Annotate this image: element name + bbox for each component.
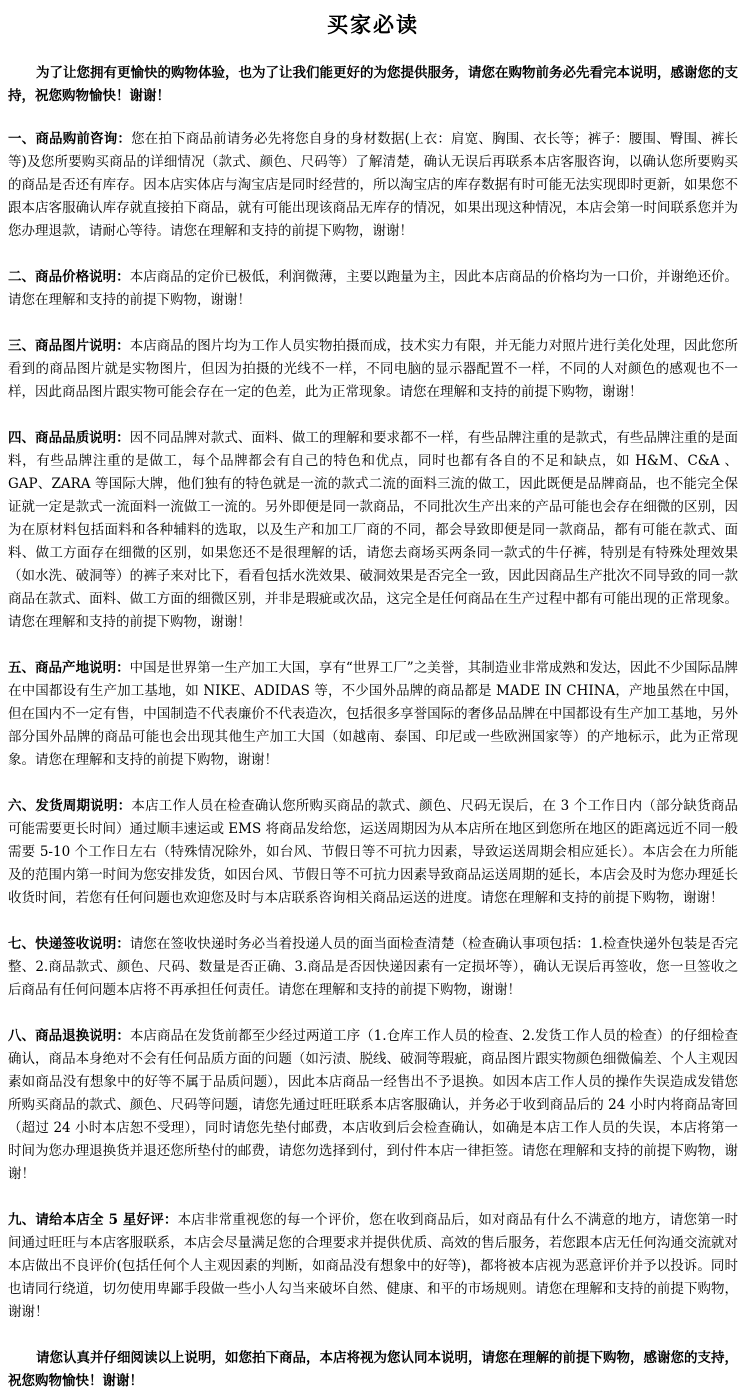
section-title: 商品购前咨询： — [35, 131, 132, 147]
section-number: 六、 — [8, 798, 36, 814]
section-body: 本店非常重视您的每一个评价，您在收到商品后，如对商品有什么不满意的地方，请您第一时间通过旺旺与本店客服联系，本店会尽量满足您的合理要求并提供优质、高效的售后服务，若您跟本店无任何沟通交流就对本店做出不良评价(包括任何个人主观因素的判断，如商品没有想象中的好等)，都将被本店视为恶意评价并予以投诉。同时也请同行绕道，切勿使用卑鄙手段做一些小人勾当来破坏自然、健康、和平的市场规则。请您在理解和支持的前提下购物，谢谢！ — [8, 1212, 739, 1320]
section-body: 请您在签收快递时务必当着投递人员的面当面检查清楚（检查确认事项包括：1.检查快递外包装是否完整、2.商品款式、颜色、尺码、数量是否正确、3.商品是否因快递因素有一定损坏等），确认无误后再签收，您一旦签收之后商品有任何问题本店将不再承担任何责任。请您在理解和支持的前提下购物，谢谢！ — [8, 936, 738, 998]
section-title: 快递签收说明： — [35, 936, 130, 952]
section-number: 五、 — [8, 660, 36, 676]
section-title: 发货周期说明： — [35, 798, 132, 814]
section-title: 商品图片说明： — [35, 338, 130, 354]
section-body: 本店商品在发货前都至少经过两道工序（1.仓库工作人员的检查、2.发货工作人员的检查）的仔细检查确认，商品本身绝对不会有任何品质方面的问题（如污渍、脱线、破洞等瑕疵，商品图片跟实物颜色细微偏差、个人主观因素如商品没有想象中的好等不属于品质问题），因此本店商品一经售出不予退换。如因本店工作人员的操作失误造成发错您所购买商品的款式、颜色、尺码等问题，请您先通过旺旺联系本店客服确认，并务必于收到商品后的 24 小时内将商品寄回（超过 24 小时本店恕不受理），同时请您先垫付邮费，本店收到后会检查确认，如确是本店工作人员的失误，本店将第一时间为您办理退换货并退还您所垫付的邮费，请您勿选择到付，到付件本店一律拒签。请您在理解和支持的前提下购物，谢谢！ — [8, 1028, 739, 1182]
section-pre-purchase-consult — [8, 128, 738, 243]
section-images — [8, 335, 738, 404]
section-number: 三、 — [8, 338, 36, 354]
section-title: 商品品质说明： — [35, 430, 130, 446]
section-body: 本店商品的图片均为工作人员实物拍摄而成，技术实力有限，并无能力对照片进行美化处理，因此您所看到的商品图片就是实物图片，但因为拍摄的光线不一样，不同电脑的显示器配置不一样，不同的人对颜色的感观也不一样，因此商品图片跟实物可能会存在一定的色差，此为正常现象。请您在理解和支持的前提下购物，谢谢！ — [8, 338, 739, 400]
section-number: 九、 — [8, 1212, 36, 1228]
section-body: 本店工作人员在检查确认您所购买商品的款式、颜色、尺码无误后，在 3 个工作日内（部分缺货商品可能需要更长时间）通过顺丰速运或 EMS 将商品发给您，运送周期因为从本店所在地区到您所在地区的距离远近不同一般需要 5-10 个工作日左右（特殊情况除外，如台风、节假日等不可抗力因素，导致运送周期会相应延长）。本店会在力所能及的范围内第一时间为您安排发货，如因台风、节假日等不可抗力因素导致商品运送周期的延长，本店会及时为您办理延长收货时间，若您有任何问题也欢迎您及时与本店联系咨询相关商品运送的进度。请您在理解和支持的前提下购物，谢谢！ — [8, 798, 739, 906]
section-number: 四、 — [8, 430, 36, 446]
section-title: 商品退换说明： — [35, 1028, 130, 1044]
section-title: 商品价格说明： — [35, 269, 130, 285]
section-returns — [8, 1025, 738, 1186]
section-number: 一、 — [8, 131, 36, 147]
section-body: 因不同品牌对款式、面料、做工的理解和要求都不一样，有些品牌注重的是款式，有些品牌注重的是面料，有些品牌注重的是做工，每个品牌都会有自己的特色和优点，同时也都有各自的不足和缺点，如 H&M、C&A 、GAP、ZARA 等国际大牌，他们独有的特色就是一流的款式二流的面料三流的做工，因此既便是品牌商品，也不能完全保证就一定是款式一流面料一流做工一流的。另外即便是同一款商品，不同批次生产出来的产品可能也会存在细微的区别，因为在原材料包括面料和各种辅料的选取，以及生产和加工厂商的不同，都会导致即便是同一款商品，都有可能在款式、面料、做工方面存在细微的区别，如果您还不是很理解的话，请您去商场买两条同一款式的牛仔裤，特别是有特殊处理效果（如水洗、破洞等）的裤子来对比下，看看包括水洗效果、破洞效果是否完全一致，因此因商品生产批次不同导致的同一款商品在款式、面料、做工方面的细微区别，并非是瑕疵或次品，这完全是任何商品在生产过程中都有可能出现的正常现象。请您在理解和支持的前提下购物，谢谢！ — [8, 430, 739, 630]
section-number: 八、 — [8, 1028, 36, 1044]
outro-paragraph: 请您认真并仔细阅读以上说明，如您拍下商品，本店将视为您认同本说明，请您在理解的前提下购物，感谢您的支持，祝您购物愉快！谢谢！ — [8, 1350, 738, 1389]
section-origin — [8, 657, 738, 772]
section-body: 中国是世界第一生产加工大国，享有“世界工厂”之美誉，其制造业非常成熟和发达，因此不少国际品牌在中国都设有生产加工基地，如 NIKE、ADIDAS 等，不少国外品牌的商品都是 MADE IN CHINA，产地虽然在中国，但在国内不一定有售，中国制造不代表廉价不代表造次，包括很多享誉国际的奢侈品品牌在中国都设有生产加工基地，另外部分国外品牌的商品可能也会出现其他生产加工大国（如越南、泰国、印尼或一些欧洲国家等）的产地标示，此为正常现象。请您在理解和支持的前提下购物，谢谢！ — [8, 660, 738, 768]
section-quality — [8, 427, 738, 634]
section-number: 七、 — [8, 936, 36, 952]
section-delivery-signing — [8, 933, 738, 1002]
page-title: 买家必读 — [327, 12, 419, 37]
section-body: 您在拍下商品前请务必先将您自身的身材数据(上衣：肩宽、胸围、衣长等；裤子：腰围、臀围、裤长等)及您所要购买商品的详细情况（款式、颜色、尺码等）了解清楚，确认无误后再联系本店客服咨询，以确认您所要购买的商品是否还有库存。因本店实体店与淘宝店是同时经营的，所以淘宝店的库存数据有时可能无法实现即时更新，如果您不跟本店客服确认库存就直接拍下商品，就有可能出现该商品无库存的情况，如果出现这种情况，本店会第一时间联系您并为您办理退款，请耐心等待。请您在理解和支持的前提下购物，谢谢！ — [8, 131, 739, 239]
section-five-star-review — [8, 1209, 738, 1324]
intro-paragraph: 为了让您拥有更愉快的购物体验，也为了让我们能更好的为您提供服务，请您在购物前务必先看完本说明，感谢您的支持，祝您购物愉快！谢谢！ — [8, 65, 738, 104]
section-number: 二、 — [8, 269, 36, 285]
section-shipping — [8, 795, 738, 910]
section-price — [8, 266, 738, 312]
section-body: 本店商品的定价已极低，利润微薄，主要以跑量为主，因此本店商品的价格均为一口价，并谢绝还价。请您在理解和支持的前提下购物，谢谢！ — [8, 269, 739, 308]
section-title: 请给本店全 5 星好评： — [35, 1212, 178, 1228]
section-title: 商品产地说明： — [35, 660, 130, 676]
